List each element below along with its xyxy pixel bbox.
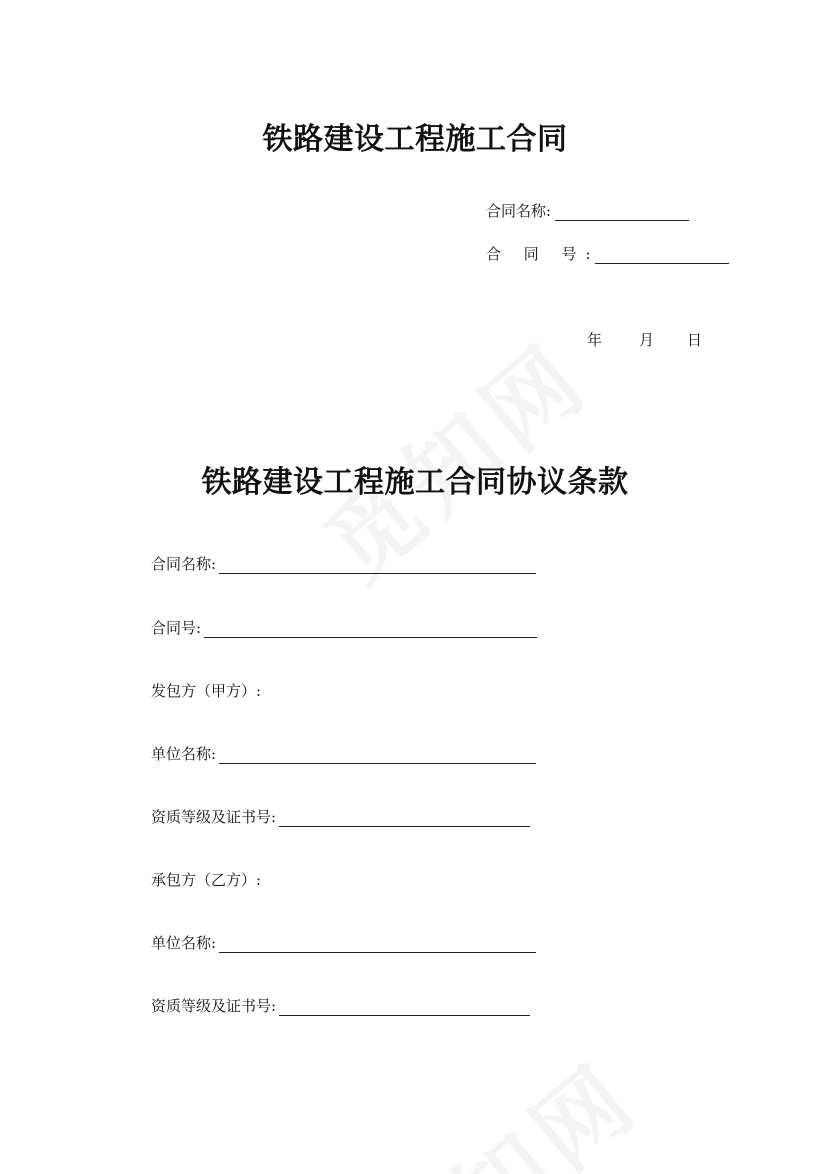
- agreement-title: 铁路建设工程施工合同协议条款: [201, 465, 629, 500]
- cover-date-row: [587, 329, 702, 350]
- field-party-a-qualification: [151, 806, 530, 827]
- field-party-a-unit: [151, 743, 536, 764]
- field-contract-no-label: 合同号:: [151, 619, 202, 637]
- field-contract-no-blank[interactable]: [204, 623, 537, 638]
- date-month-label: 月: [639, 331, 655, 349]
- cover-contract-name-blank[interactable]: [555, 206, 689, 221]
- party-b-unit-label: 单位名称:: [151, 934, 217, 952]
- document-title: 铁路建设工程施工合同: [262, 122, 568, 157]
- party-a-unit-label: 单位名称:: [151, 745, 217, 763]
- field-party-b-qualification: [151, 995, 530, 1016]
- date-year-label: 年: [587, 331, 603, 349]
- party-a-qualification-label: 资质等级及证书号:: [151, 808, 277, 826]
- party-a-label: 发包方（甲方）:: [151, 682, 262, 700]
- watermark-bottom: [343, 1027, 662, 1174]
- cover-contract-name-row: [486, 200, 689, 221]
- field-party-b-heading: [151, 869, 261, 890]
- party-a-qualification-blank[interactable]: [279, 812, 530, 827]
- field-contract-name-blank[interactable]: [219, 559, 536, 574]
- field-contract-name: [151, 553, 536, 574]
- party-a-unit-blank[interactable]: [219, 749, 536, 764]
- cover-contract-name-label: 合同名称:: [486, 202, 552, 220]
- cover-contract-no-row: [486, 243, 729, 264]
- field-party-a-heading: [151, 680, 261, 701]
- cover-contract-no-label: 合 同 号:: [486, 245, 600, 263]
- party-b-unit-blank[interactable]: [219, 938, 536, 953]
- field-contract-no: [151, 617, 537, 638]
- date-day-label: 日: [687, 331, 703, 349]
- field-contract-name-label: 合同名称:: [151, 555, 217, 573]
- party-b-label: 承包方（乙方）:: [151, 871, 262, 889]
- party-b-qualification-label: 资质等级及证书号:: [151, 997, 277, 1015]
- cover-contract-no-blank[interactable]: [595, 249, 729, 264]
- party-b-qualification-blank[interactable]: [279, 1001, 530, 1016]
- field-party-b-unit: [151, 932, 536, 953]
